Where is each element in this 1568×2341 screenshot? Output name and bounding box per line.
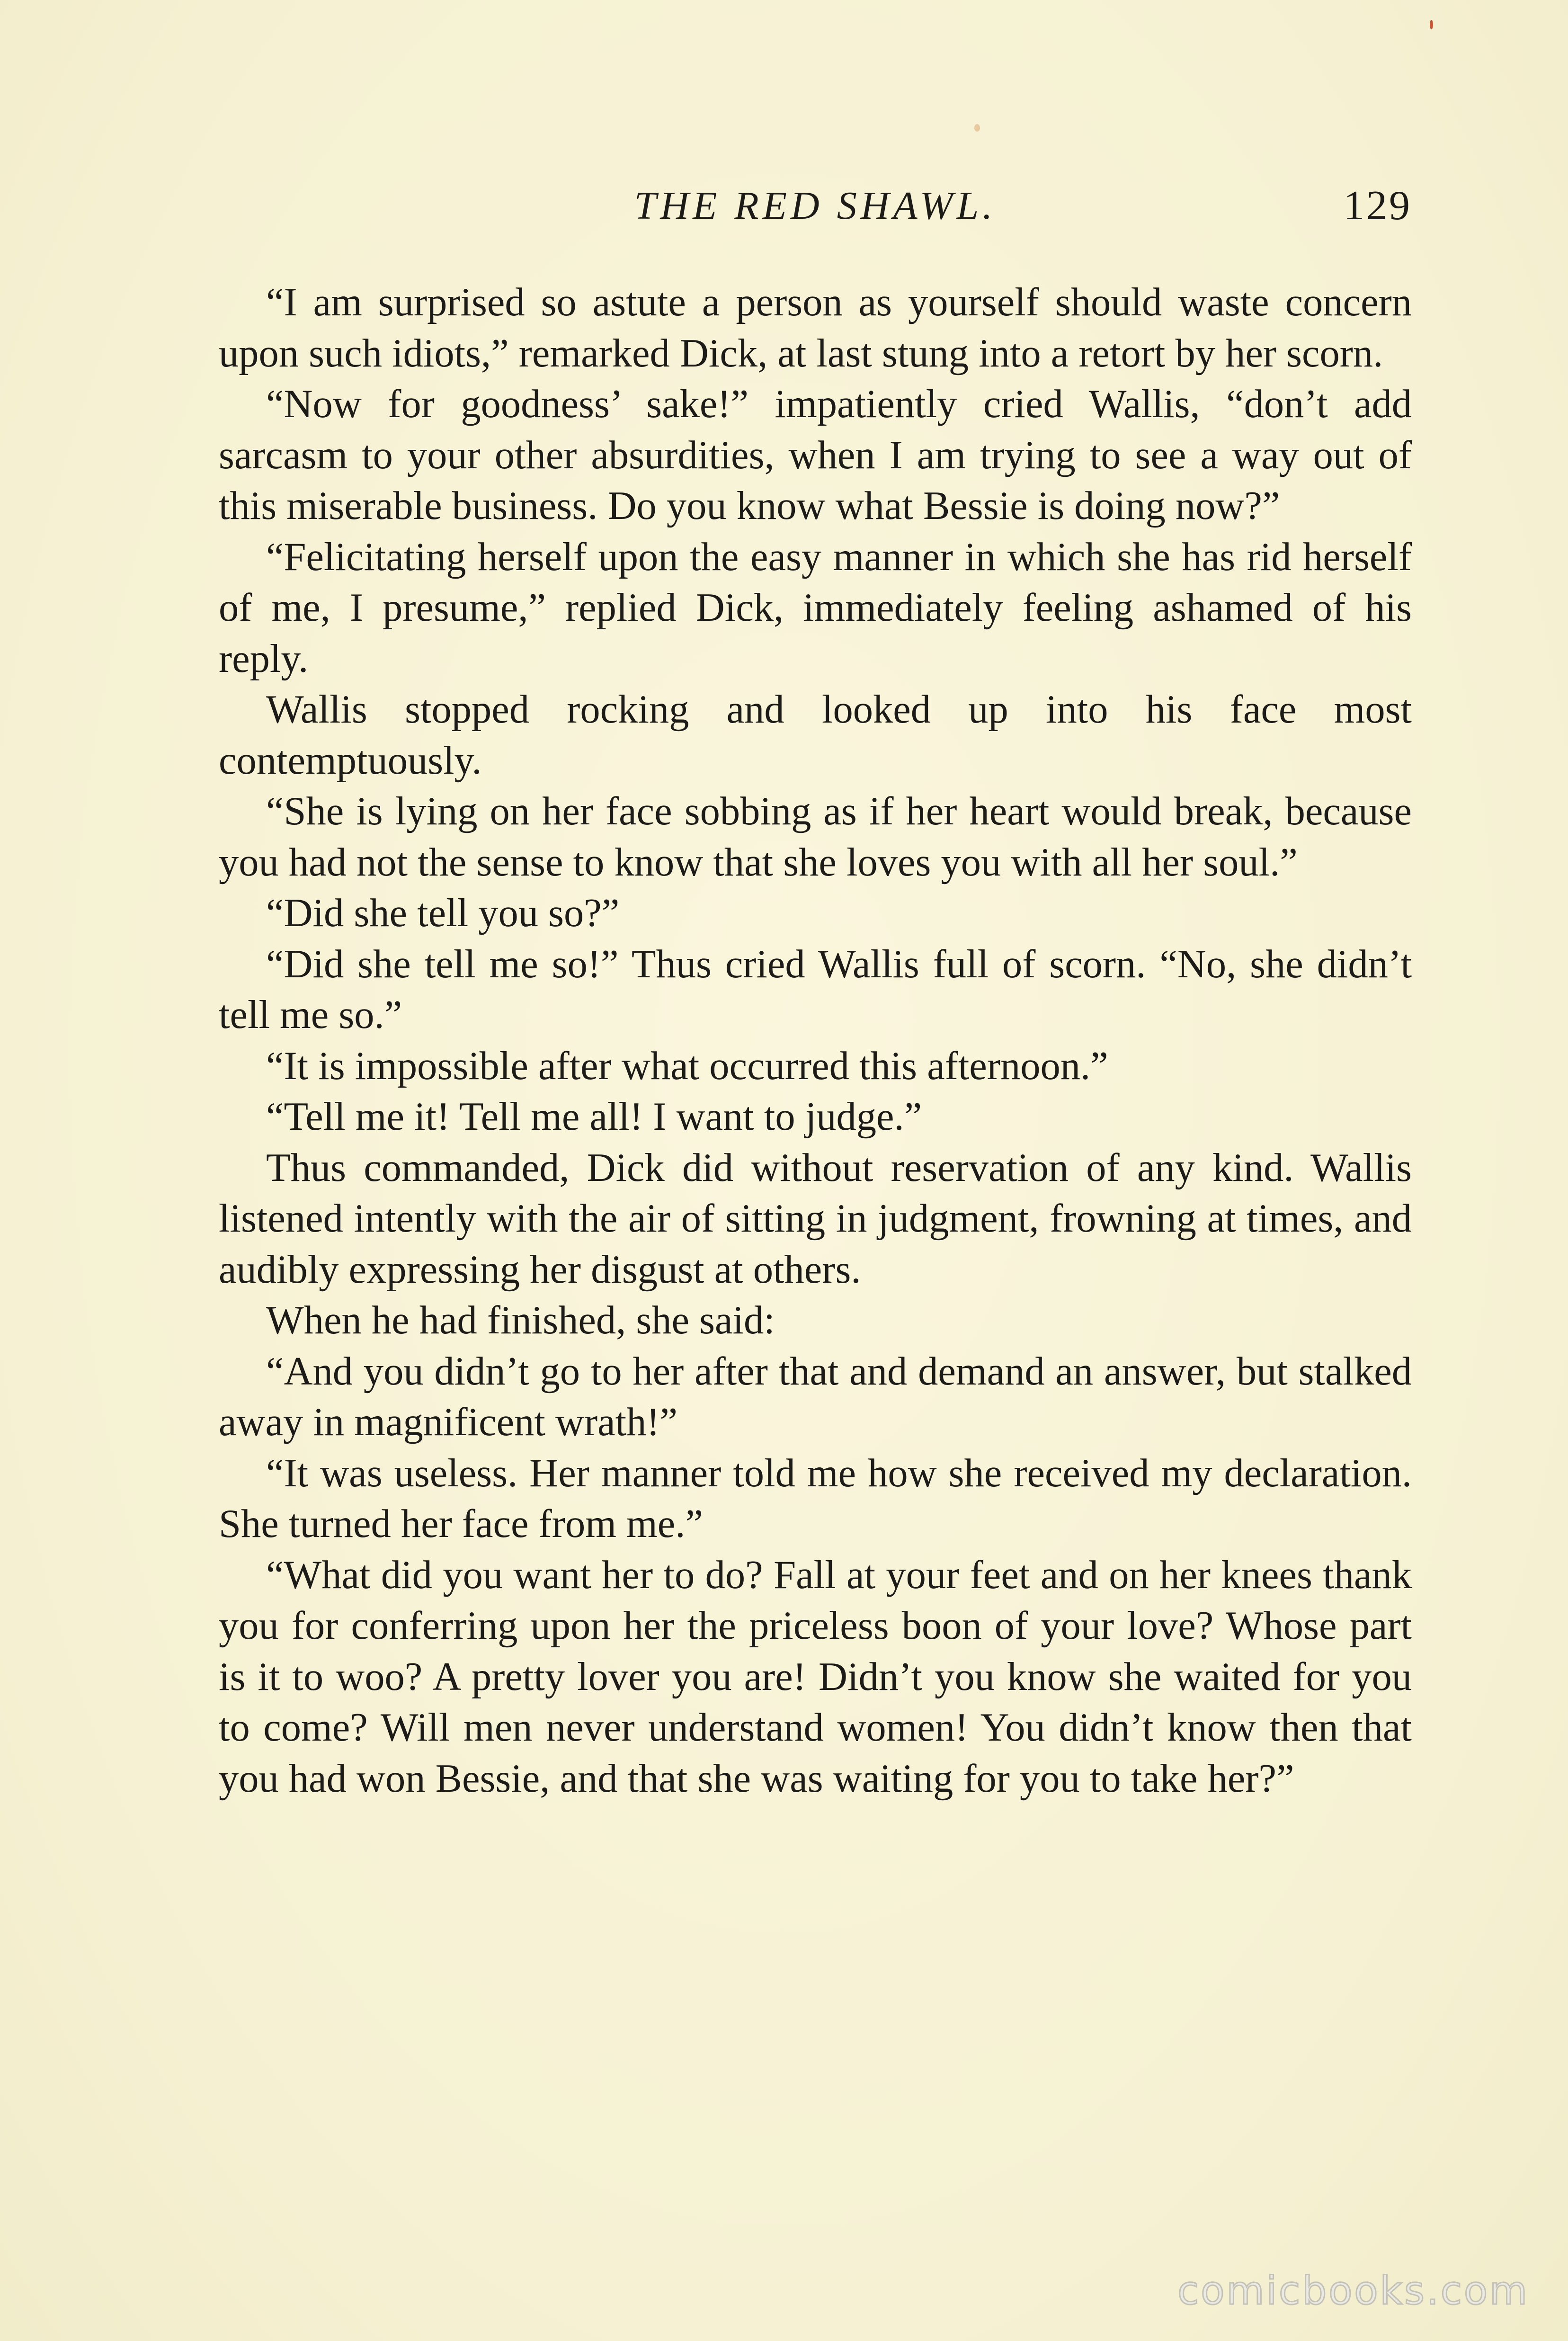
paragraph: Thus commanded, Dick did without reservation of any kind. Wallis listened intently with the air of sitting in judgment, frowning at times, and audibly expressing her disgust at others.: [219, 1145, 1412, 1292]
paragraph: Wallis stopped rocking and looked up into his face most contemptuously.: [219, 688, 1412, 783]
paragraph: “Did she tell you so?”: [266, 891, 620, 935]
body-text: [219, 277, 1412, 2223]
paragraph: When he had finished, she said:: [266, 1298, 775, 1342]
running-head: [219, 175, 1412, 237]
paragraph: “It is impossible after what occurred this afternoon.”: [266, 1044, 1108, 1088]
paragraph: “Did she tell me so!” Thus cried Wallis full of scorn. “No, she didn’t tell me so.”: [219, 942, 1412, 1037]
paragraph: “What did you want her to do? Fall at your feet and on her knees thank you for conferring upon her the priceless boon of your love? Whose part is it to woo? A pretty lover you are! Didn’t you know she waited for you to come? Will men never understand women! You didn’t know then that you had won Bessie, and that she was waiting for you to take her?”: [219, 1553, 1412, 1801]
paper-speck: [974, 124, 980, 132]
watermark: comicbooks.com: [1177, 2269, 1529, 2314]
paper-speck: [1430, 20, 1433, 29]
running-title: THE RED SHAWL.: [634, 184, 997, 228]
page-number: 129: [1344, 183, 1412, 229]
paragraph: “Now for goodness’ sake!” impatiently cried Wallis, “don’t add sarcasm to your other absurdities, when I am trying to see a way out of this miserable business. Do you know what Bessie is doing now?”: [219, 382, 1412, 528]
paragraph: “Felicitating herself upon the easy manner in which she has rid herself of me, I presume,” replied Dick, immediately feeling ashamed of his reply.: [219, 535, 1412, 681]
paragraph: “And you didn’t go to her after that and demand an answer, but stalked away in magnificent wrath!”: [219, 1349, 1412, 1444]
paragraph: “I am surprised so astute a person as yourself should waste concern upon such idiots,” remarked Dick, at last stung into a retort by her scorn.: [219, 280, 1412, 375]
paragraph: “It was useless. Her manner told me how she received my declaration. She turned her face from me.”: [219, 1451, 1412, 1546]
paragraph: “She is lying on her face sobbing as if her heart would break, because you had not the sense to know that she loves you with all her soul.”: [219, 789, 1412, 885]
paragraph: “Tell me it! Tell me all! I want to judge.”: [266, 1095, 922, 1139]
